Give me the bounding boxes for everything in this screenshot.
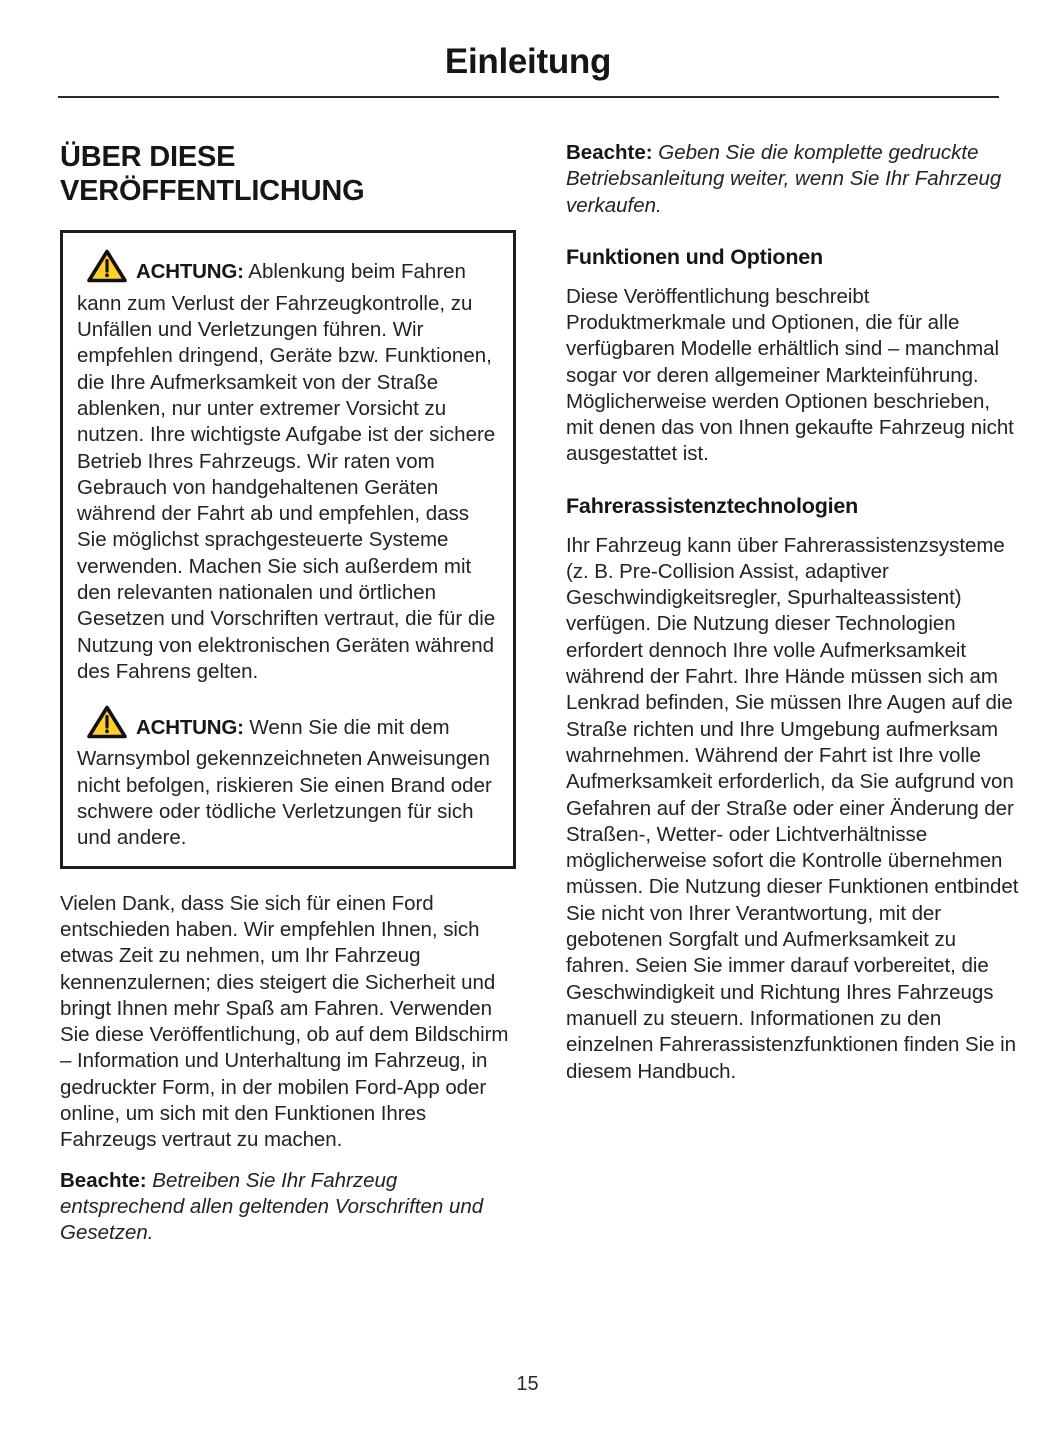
warning-box — [60, 230, 516, 868]
warning-label-2: ACHTUNG: — [136, 716, 244, 740]
subsection-paragraph-funktionen-und-optionen: Diese Veröffentlichung beschreibt Produktmerkmale und Optionen, die für alle verfügbaren Modelle erhältlich sind – manchmal sogar vor deren allgemeiner Markteinführung. Möglicherweise werden Optionen beschrieben, mit denen das von Ihnen gekaufte Fahrzeug nicht ausgestattet ist. — [566, 284, 1014, 466]
page-title: Einleitung — [444, 42, 612, 81]
warning-text-2: Wenn Sie die mit dem Warnsymbol gekennzeichneten Anweisungen nicht befolgen, riskieren Sie einen Brand oder schwere oder tödliche Verletzungen für sich und andere. — [77, 716, 492, 850]
note-left — [60, 1168, 516, 1247]
section-title-ueber-diese-veroeffentlichung: ÜBER DIESE VERÖFFENTLICHUNG — [60, 141, 365, 208]
page-header — [58, 44, 998, 81]
subsection-paragraph-fahrerassistenztechnologien: Ihr Fahrzeug kann über Fahrerassistenzsysteme (z. B. Pre-Collision Assist, adaptiver Geschwindigkeitsregler, Spurhalteassistent) verfügen. Die Nutzung dieser Technologien erfordert dennoch Ihre volle Aufmerksamkeit während der Fahrt. Ihre Hände müssen sich am Lenkrad befinden, Sie müssen Ihre Augen auf die Straße richten und Ihre Umgebung aufmerksam wahrnehmen. Während der Fahrt ist Ihre volle Aufmerksamkeit erforderlich, da Sie aufgrund von Gefahren auf der Straße oder einer Änderung der Straßen-, Wetter- oder Lichtverhältnisse möglicherweise sofort die Kontrolle übernehmen müssen. Die Nutzung dieser Funktionen entbindet Sie nicht von Ihrer Verantwortung, mit der gebotenen Sorgfalt und Aufmerksamkeit zu fahren. Seien Sie immer darauf vorbereitet, die Geschwindigkeit und Richtung Ihres Fahrzeugs manuell zu steuern. Informationen zu den einzelnen Fahrerassistenzfunktionen finden Sie in diesem Handbuch. — [566, 533, 1019, 1083]
note-text: Betreiben Sie Ihr Fahrzeug entsprechend allen geltenden Vorschriften und Gesetzen. — [60, 1168, 484, 1245]
note-label: Beachte: — [566, 141, 653, 164]
note-label: Beachte: — [60, 1168, 147, 1192]
warning-block-1 — [77, 249, 499, 685]
right-column — [566, 140, 1022, 1085]
page-number: 15 — [516, 1373, 539, 1395]
left-column — [60, 140, 516, 1261]
note-text: Geben Sie die komplette gedruckte Betriebsanleitung weiter, wenn Sie Ihr Fahrzeug verkaufen. — [566, 141, 1002, 217]
subsection-title-fahrerassistenztechnologien: Fahrerassistenztechnologien — [566, 493, 859, 518]
warning-block-2 — [77, 705, 499, 851]
warning-triangle-icon — [87, 249, 127, 290]
note-right — [566, 140, 1022, 219]
warning-text-1: Ablenkung beim Fahren kann zum Verlust der Fahrzeugkontrolle, zu Unfällen und Verletzungen führen. Wir empfehlen dringend, Geräte bzw. Funktionen, die Ihre Aufmerksamkeit von der Straße ablenken, nur unter extremer Vorsicht zu nutzen. Ihre wichtigste Aufgabe ist der sichere Betrieb Ihres Fahrzeugs. Wir raten vom Gebrauch von handgehaltenen Geräten während der Fahrt ab und empfehlen, dass Sie möglichst sprachgesteuerte Systeme verwenden. Machen Sie sich außerdem mit den relevanten nationalen und örtlichen Gesetzen und Vorschriften vertraut, die für die Nutzung von elektronischen Geräten während des Fahrens gelten. — [77, 260, 496, 683]
warning-label-1: ACHTUNG: — [136, 260, 244, 284]
intro-paragraph: Vielen Dank, dass Sie sich für einen Ford entschieden haben. Wir empfehlen Ihnen, sich etwas Zeit zu nehmen, um Ihr Fahrzeug kennenzulernen; dies steigert die Sicherheit und bringt Ihnen mehr Spaß am Fahren. Verwenden Sie diese Veröffentlichung, ob auf dem Bildschirm – Information und Unterhaltung im Fahrzeug, in gedruckter Form, in der mobilen Ford-App oder online, um sich mit den Funktionen Ihres Fahrzeugs vertraut zu machen. — [60, 891, 509, 1152]
header-divider — [58, 96, 999, 98]
warning-triangle-icon — [87, 705, 127, 746]
subsection-title-funktionen-und-optionen: Funktionen und Optionen — [566, 244, 823, 269]
